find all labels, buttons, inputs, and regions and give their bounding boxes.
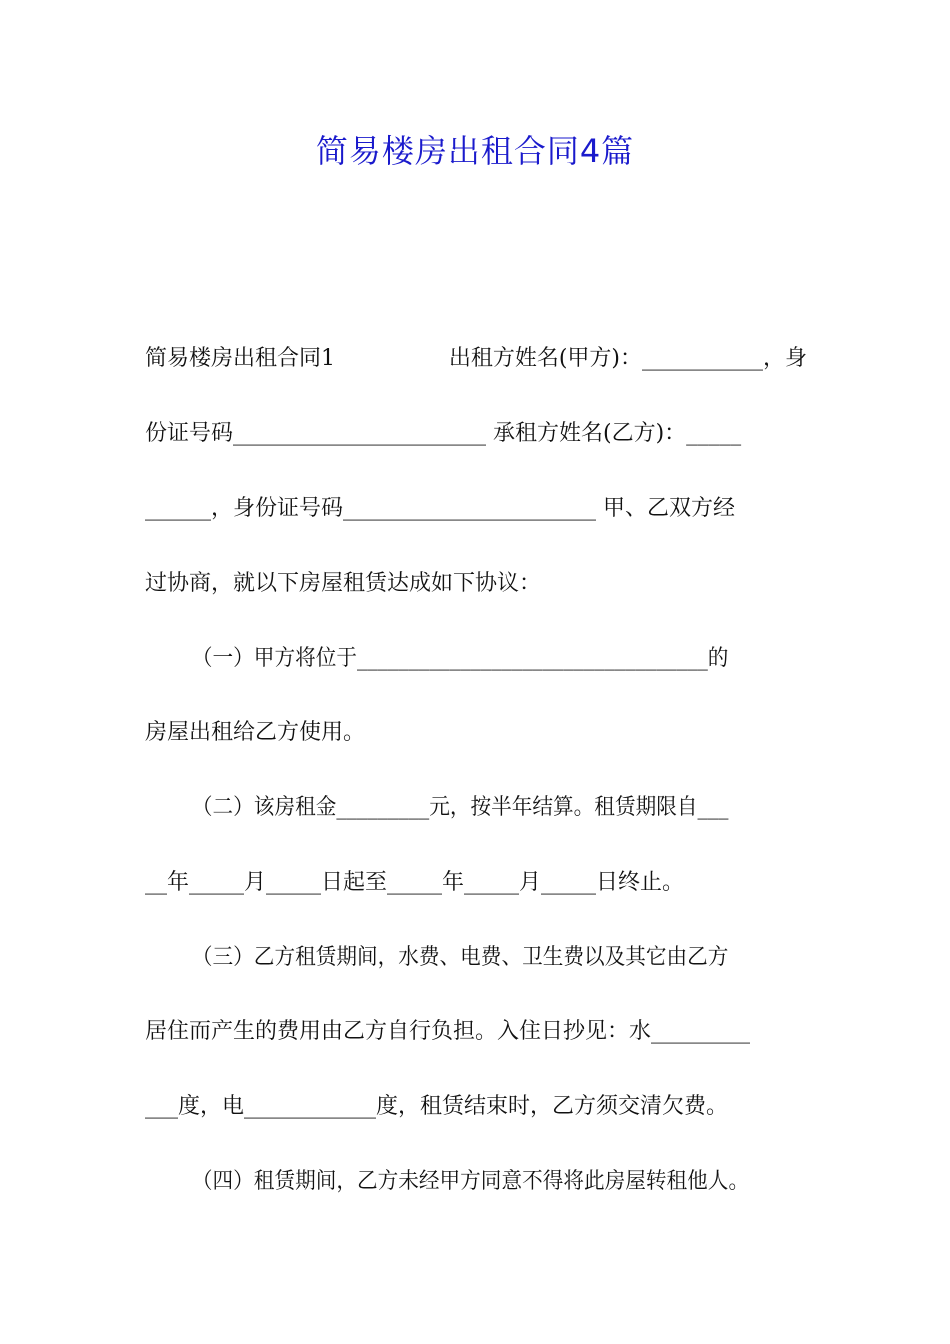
contract-line-2: 份证号码_______________________ 承租方姓名(乙方)：_____ <box>145 421 742 446</box>
contract-line-4: 过协商，就以下房屋租赁达成如下协议： <box>145 571 542 596</box>
clause-3-line-1: （三）乙方租赁期间，水费、电费、卫生费以及其它由乙方 <box>191 945 729 970</box>
clause-2-line-1: （二）该房租金_________元，按半年结算。租赁期限自___ <box>191 795 729 820</box>
lessor-name-clause: 出租方姓名(甲方)：___________，身 <box>448 346 807 371</box>
contract-line-1 <box>145 344 807 374</box>
contract-heading: 简易楼房出租合同1 <box>145 346 335 371</box>
clause-1-line-2: 房屋出租给乙方使用。 <box>145 720 366 745</box>
contract-line-3: ______，身份证号码_______________________ 甲、乙双方经 <box>145 496 735 521</box>
clause-1-line-1: （一）甲方将位于__________________________________的 <box>191 646 729 671</box>
document-title: 简易楼房出租合同4篇 <box>315 132 635 170</box>
clause-4-line-1: （四）租赁期间，乙方未经甲方同意不得将此房屋转租他人。 <box>191 1169 750 1194</box>
clause-3-line-2: 居住而产生的费用由乙方自行负担。入住日抄见：水_________ <box>145 1019 751 1044</box>
clause-2-line-2: __年_____月_____日起至_____年_____月_____日终止。 <box>145 870 685 895</box>
clause-3-line-3: ___度，电____________度，租赁结束时，乙方须交清欠费。 <box>145 1094 729 1119</box>
